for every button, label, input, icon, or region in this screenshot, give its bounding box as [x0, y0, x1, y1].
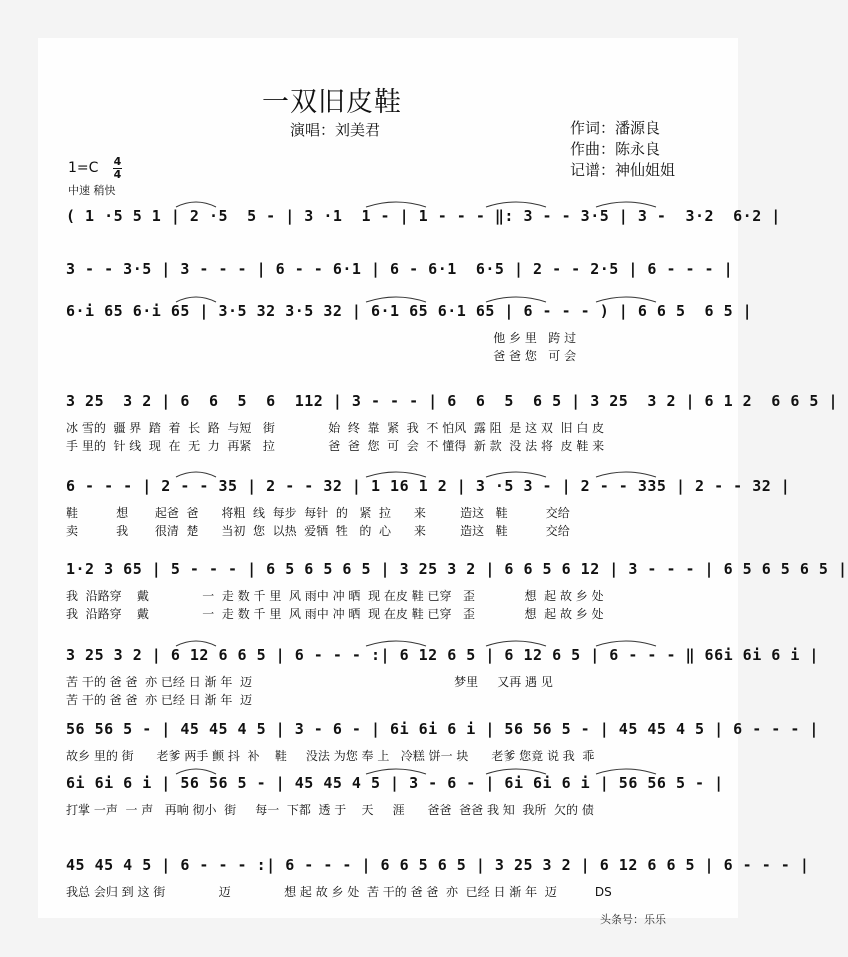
notation-line: 56 56 5 - | 45 45 4 5 | 3 - 6 - | 6i 6i 6 i | 56 56 5 - | 45 45 4 5 | 6 - - - | — [66, 720, 819, 738]
song-title: 一双旧皮鞋 — [262, 87, 402, 118]
notation-line: 3 25 3 2 | 6 6 5 6 112 | 3 - - - | 6 6 5 6 5 | 3 25 3 2 | 6 1 2 6 6 5 | — [66, 392, 838, 410]
notation-line: 3 25 3 2 | 6 12 6 6 5 | 6 - - - :| 6 12 6 5 | 6 12 6 5 | 6 - - - ‖ 66i 6i 6 i | — [66, 646, 819, 664]
lyric-line: 卖 我 很清 楚 当初 您 以热 爱牺 牲 的 心 来 造这 鞋 交给 — [66, 524, 570, 538]
credits-block — [570, 118, 675, 181]
composer-credit: 作曲：陈永良 — [570, 140, 661, 158]
transcriber-credit: 记谱：神仙姐姐 — [570, 161, 676, 179]
lyric-line: 爸 爸 您 可 会 — [66, 349, 577, 363]
notation-line: 1·2 3 65 | 5 - - - | 6 5 6 5 6 5 | 3 25 3 2 | 6 6 5 6 12 | 3 - - - | 6 5 6 5 6 5 | — [66, 560, 848, 578]
notation-line: 45 45 4 5 | 6 - - - :| 6 - - - | 6 6 5 6 5 | 3 25 3 2 | 6 12 6 6 5 | 6 - - - | — [66, 856, 810, 874]
tempo-marking: 中速 稍快 — [68, 184, 116, 197]
lyric-line: 故乡 里的 街 老爹 两手 颤 抖 补 鞋 没法 为您 奉 上 冷糕 饼一 块 老爹 您竟 说 我 乖 — [66, 749, 595, 763]
lyric-line: 我 沿路穿 戴 一 走 数 千 里 风 雨中 冲 晒 现 在皮 鞋 已穿 歪 想 起 故 乡 处 — [66, 607, 604, 621]
lyric-line: 他 乡 里 跨 过 — [66, 331, 577, 345]
lyric-line: 打掌 一声 一 声 再响 彻小 街 每一 下都 透 于 天 涯 爸爸 爸爸 我 知 我所 欠的 债 — [66, 803, 594, 817]
lyric-line: 手 里的 针 线 现 在 无 力 再紧 拉 爸 爸 您 可 会 不 懂得 新 款 没 法 将 皮 鞋 来 — [66, 439, 605, 453]
notation-line: 3 - - 3·5 | 3 - - - | 6 - - 6·1 | 6 - 6·1 6·5 | 2 - - 2·5 | 6 - - - | — [66, 260, 734, 278]
lyric-line: 苦 干的 爸 爸 亦 已经 日 渐 年 迈 — [66, 693, 252, 707]
notation-line: 6i 6i 6 i | 56 56 5 - | 45 45 4 5 | 3 - 6 - | 6i 6i 6 i | 56 56 5 - | — [66, 774, 724, 792]
lyric-line: 我总 会归 到 这 街 迈 想 起 故 乡 处 苦 干的 爸 爸 亦 已经 日 渐 年 迈 DS — [66, 885, 612, 899]
key-signature: 1=C — [68, 160, 99, 176]
time-sig-top: 4 — [113, 155, 122, 168]
lyric-line: 冰 雪的 疆 界 踏 着 长 路 与短 街 始 终 靠 紧 我 不 怕风 露 阻 是 这 双 旧 白 皮 — [66, 421, 605, 435]
footer-watermark: 头条号：乐乐 — [600, 913, 666, 926]
lyric-line: 我 沿路穿 戴 一 走 数 千 里 风 雨中 冲 晒 现 在皮 鞋 已穿 歪 想 起 故 乡 处 — [66, 589, 604, 603]
lyric-line: 鞋 想 起爸 爸 将粗 线 每步 每针 的 紧 拉 来 造这 鞋 交给 — [66, 506, 570, 520]
lyricist-credit: 作词：潘源良 — [570, 119, 661, 137]
notation-line: 6·i 65 6·i 65 | 3·5 32 3·5 32 | 6·1 65 6·1 65 | 6 - - - ) | 6 6 5 6 5 | — [66, 302, 753, 320]
time-signature — [113, 156, 122, 181]
notation-line: 6 - - - | 2 - - 35 | 2 - - 32 | 1 16 1 2 | 3 ·5 3 - | 2 - - 335 | 2 - - 32 | — [66, 477, 791, 495]
singer-credit: 演唱：刘美君 — [290, 121, 381, 139]
notation-line: ( 1 ·5 5 1 | 2 ·5 5 - | 3 ·1 1 - | 1 - - - ‖: 3 - - 3·5 | 3 - 3·2 6·2 | — [66, 207, 781, 225]
lyric-line: 苦 干的 爸 爸 亦 已经 日 渐 年 迈 梦里 又再 遇 见 — [66, 675, 553, 689]
time-sig-bottom: 4 — [113, 168, 122, 181]
